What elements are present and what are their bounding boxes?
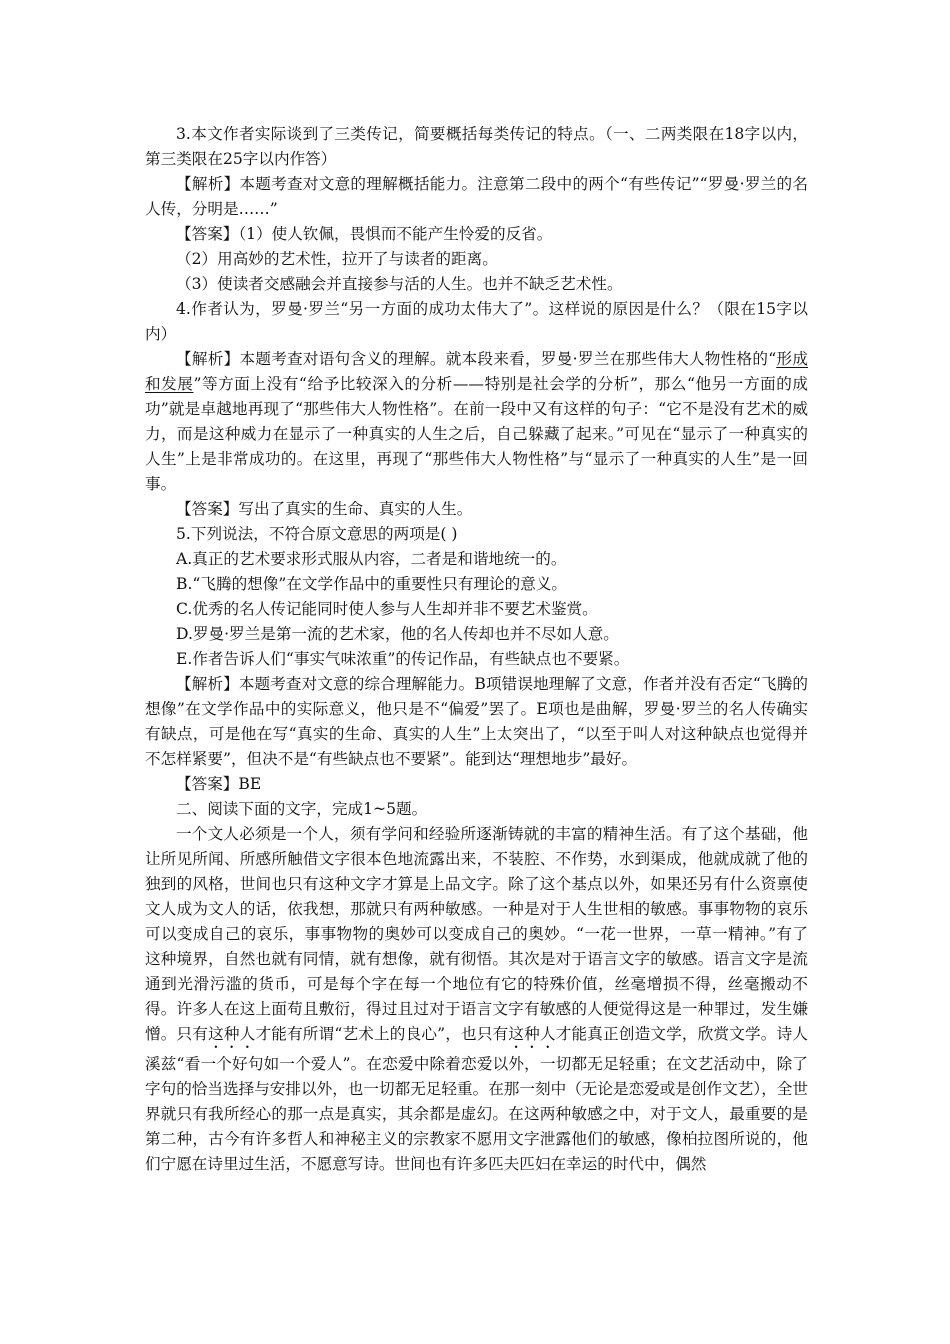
q4-analysis-part-a: 【解析】本题考查对语句含义的理解。就本段来看，罗曼·罗兰在那些伟大人物性格的“ [176, 350, 777, 368]
q3-answer-3: （3）使读者交感融会并直接参与活的人生。也并不缺乏艺术性。 [176, 275, 623, 293]
q5-answer: 【答案】BE [176, 775, 262, 793]
emphasized-phrase-1: 这种人 [208, 1025, 256, 1043]
q3-question: 3.本文作者实际谈到了三类传记，简要概括每类传记的特点。（一、二两类限在18字以内，第三类限在25字以内作答） [145, 125, 808, 168]
q4-answer: 【答案】写出了真实的生命、真实的人生。 [176, 500, 473, 518]
q5-analysis: 【解析】本题考查对文意的综合理解能力。B项错误地理解了文意，作者并没有否定“飞腾的想像”在文学作品中的实际意义，他只是不“偏爱”罢了。E项也是曲解，罗曼·罗兰的名人传确实有缺点，可是他在写“真实的生命、真实的人生”上太突出了，“以至于叫人对这种缺点也觉得并不怎样紧要”，但决不是“有些缺点也不要紧”。能到达“理想地步”最好。 [145, 675, 808, 768]
q3-answer-2: （2）用高妙的艺术性，拉开了与读者的距离。 [176, 250, 498, 268]
q4-question: 4.作者认为，罗曼·罗兰“另一方面的成功太伟大了”。这样说的原因是什么？（限在15字以内） [145, 300, 808, 343]
q5-option-a: A.真正的艺术要求形式服从内容，二者是和谐地统一的。 [176, 550, 567, 568]
q5-option-e: E.作者告诉人们“事实气味浓重”的传记作品，有些缺点也不要紧。 [176, 650, 630, 668]
q4-analysis-part-b: ”等方面上没有“给予比较深入的分析——特别是社会学的分析”，那么“他另一方面的成功”就是卓越地再现了“那些伟大人物性格”。在前一段中又有这样的句子：“它不是没有艺术的威力，而是这种威力在显示了一种真实的人生之后，自己躲藏了起来。”可见在“显示了一种真实的人生”上是非常成功的。在这里，再现了“那些伟大人物性格”与“显示了一种真实的人生”是一回事。 [145, 375, 808, 493]
passage-part-b: 才能有所谓“艺术上的良心”，也只有 [255, 1025, 509, 1043]
passage-part-c: 才能真正创造文学，欣赏文学。诗人溪兹“看一个好句如一个爱人”。在恋爱中除着恋爱以外，一切都无足轻重；在文艺活动中，除了字句的恰当选择与安排以外，也一切都无足轻重。在那一刻中（无论是恋爱或是创作文艺），全世界就只有我所经心的那一点是真实，其余都是虚幻。在这两种敏感之中，对于文人，最重要的是第二种，古今有许多哲人和神秘主义的宗教家不愿用文字泄露他们的敏感，像柏拉图所说的，他们宁愿在诗里过生活，不愿意写诗。世间也有许多匹夫匹妇在幸运的时代中，偶然 [145, 1025, 808, 1173]
q3-answer-1: 【答案】（1）使人钦佩，畏惧而不能产生怜爱的反省。 [176, 225, 553, 243]
underlined-phrase: 形成和发展 [145, 350, 808, 393]
q5-question: 5.下列说法，不符合原文意思的两项是( ) [176, 525, 458, 543]
q5-option-d: D.罗曼·罗兰是第一流的艺术家，他的名人传却也并不尽如人意。 [176, 625, 619, 643]
section-2-heading: 二、阅读下面的文字，完成1~5题。 [176, 800, 428, 818]
passage-part-a: 一个文人必须是一个人，须有学问和经验所逐渐铸就的丰富的精神生活。有了这个基础，他让所见所闻、所感所触借文字很本色地流露出来，不装腔、不作势，水到渠成，他就成就了他的独到的风格，世间也只有这种文字才算是上品文字。除了这个基点以外，如果还另有什么资禀使文人成为文人的话，依我想，那就只有两种敏感。一种是对于人生世相的敏感。事事物物的哀乐可以变成自己的哀乐，事事物物的奥妙可以变成自己的奥妙。“一花一世界，一草一精神。”有了这种境界，自然也就有同情，就有想像，就有彻悟。其次是对于语言文字的敏感。语言文字是流通到光滑污滥的货币，可是每个字在每一个地位有它的特殊价值，丝毫增损不得，丝毫搬动不得。许多人在这上面苟且敷衍，得过且过对于语言文字有敏感的人便觉得这是一种罪过，发生嫌憎。只有 [145, 825, 808, 1043]
q5-option-c: C.优秀的名人传记能同时使人参与人生却并非不要艺术鉴赏。 [176, 600, 598, 618]
q4-analysis [145, 347, 808, 497]
emphasized-phrase-2: 这种人 [508, 1025, 556, 1043]
reading-passage [145, 822, 808, 1177]
q5-option-b: B.“飞腾的想像”在文学作品中的重要性只有理论的意义。 [176, 575, 568, 593]
document-page [145, 122, 808, 1177]
q3-analysis: 【解析】本题考查对文意的理解概括能力。注意第二段中的两个“有些传记”“罗曼·罗兰的名人传，分明是……” [145, 175, 808, 218]
